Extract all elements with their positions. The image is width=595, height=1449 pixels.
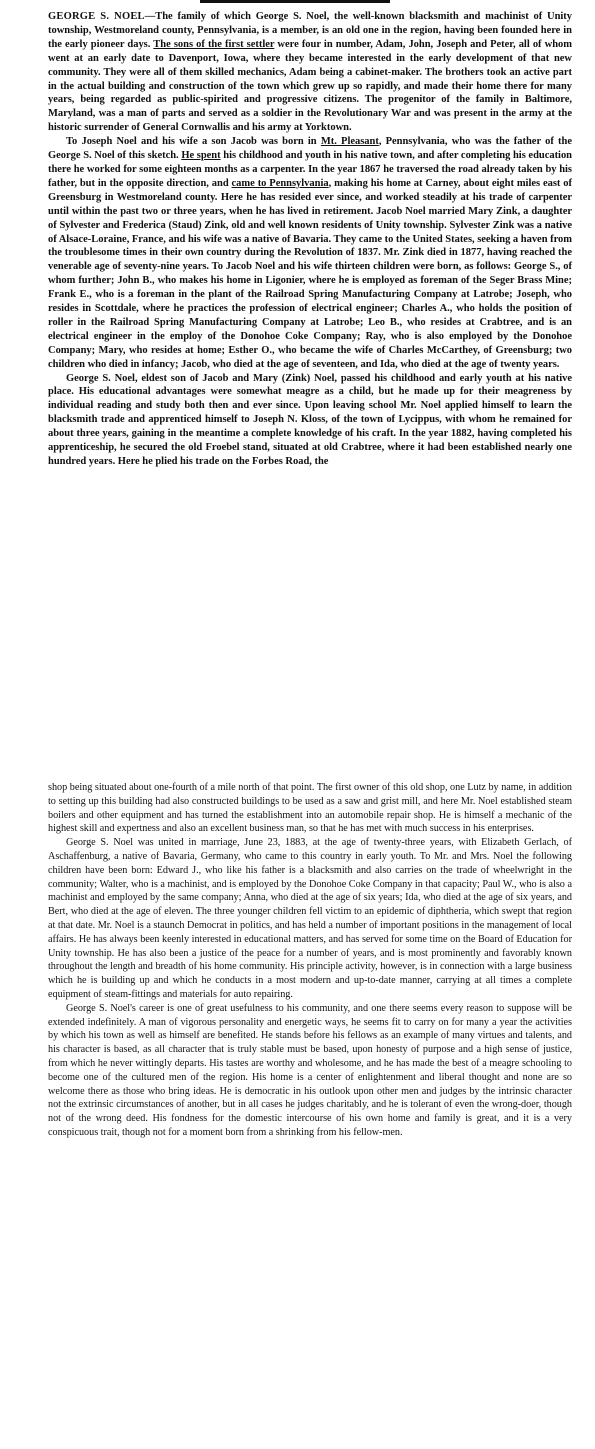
biography-lower-section	[48, 781, 572, 1140]
paragraph-character: George S. Noel's career is one of great usefulness to his community, and one there seems every reason to suppose will be extended indefinitely. A man of vigorous personality and energetic ways, he seems fit to carry on for many a year the activities by which his town as well as himself are benefited. He stands before his fellows as an example of many virtues and talents, and his character is based, as all character that is truly stable must be based, upon honesty of purpose and a high sense of justice, from which he never wittingly departs. His tastes are worthy and wholesome, and he has made the best of a meagre schooling to become one of the cultured men of the region. His home is a center of enlightenment and liberal thought and none are so welcome there as those who bring ideas. He is democratic in his outlook upon other men and judges by the intrinsic character not the extrinsic circumstances of another, but in all cases he judges charitably, and he is tolerant of even the wrong-doer, though not of the wrong deed. His fondness for the domestic intercourse of his own home and family is great, and it is a very conspicuous trait, though not for a moment born from a shrinking from his fellow-men.	[48, 1002, 572, 1138]
underlined-phrase: He spent	[181, 150, 221, 162]
underlined-phrase: came to Pennsylvania	[231, 177, 329, 189]
paragraph-jacob-noel: To Joseph Noel and his wife a son Jacob was born in Mt. Pleasant, Pennsylvania, who was the father of the George S. Noel of this sketch. He spent his childhood and youth in his native town, and after completing his education there he worked for some eighteen months as a carpenter. In the year 1867 he traversed the road already taken by his father, but in the opposite direction, and came to Pennsylvania, making his home at Carney, about eight miles east of Greensburg in Westmoreland county. Here he has resided ever since, and worked steadily at his trade of carpenter until within the past two or three years, when he has lived in retirement. Jacob Noel married Mary Zink, a daughter of Sylvester and Frederica (Staud) Zink, old and well known residents of Unity township. Sylvester Zink was a native of Alsace-Loraine, France, and his wife was a native of Bavaria. They came to the United States, seeking a haven from the troublesome times in their own country during the Revolution of 1837. Mr. Zink died in 1877, having reached the venerable age of seventy-nine years. To Jacob Noel and his wife thirteen children were born, as follows: George S., of whom further; John B., who makes his home in Ligonier, where he is employed as foreman of the Seger Brass Mine; Frank E., who is a foreman in the plant of the Railroad Spring Manufacturing Company at Latrobe; Joseph, who resides in Scottdale, where he practices the profession of electrical engineer; Charles A., who holds the position of roller in the Railroad Spring Manufacturing Company at Latrobe; Leo B., who resides at Crabtree, and is an electrical engineer in the employ of the Donohoe Coke Company; Ray, who is also employed by the Donohoe Company; Mary, who resides at home; Esther O., who became the wife of Charles McCarthey, of Greensburg; two children who died in infancy; Jacob, who died at the age of seventeen, and Ida, who died at the age of twenty years.	[48, 136, 572, 370]
underlined-phrase: Mt. Pleasant	[320, 136, 379, 148]
biography-upper-section	[48, 10, 572, 469]
paragraph-marriage: George S. Noel was united in marriage, June 23, 1883, at the age of twenty-three years, with Elizabeth Gerlach, of Aschaffenburg, a native of Bavaria, Germany, who came to this country in early youth. To Mr. and Mrs. Noel the following children have been born: Edward J., who like his father is a blacksmith and also carries on the trade of wheelwright in the community; Walter, who is a machinist, and is employed by the Donohoe Coke Company in that capacity; Paul W., who is also a machinist and employed by the same company; Anna, who died at the age of six years; Ida, who died at the age of six years, and Bert, who died at the age of eleven. The three younger children fell victim to an epidemic of diphtheria, which swept that region at that date. Mr. Noel is a staunch Democrat in politics, and has held a number of important positions in the management of local affairs. He has always been keenly interested in educational matters, and has served for some time on the Board of Education for Unity township. He has also been a justice of the peace for a number of years, and is most prominently and favorably known throughout the length and breadth of his home community. His principle activity, however, is in connection with a large business which he is building up and which he conducts in a most modern and up-to-date manner, carrying at all times a complete equipment of steam-fittings and materials for auto repairing.	[48, 837, 572, 1000]
paragraph-shop: shop being situated about one-fourth of a mile north of that point. The first owner of this old shop, one Lutz by name, in addition to setting up this building had also constructed buildings to be used as a saw and grist mill, and here Mr. Noel established steam boilers and other equipment and has turned the establishment into an automobile repair shop. He is himself a mechanic of the highest skill and expertness and also an excellent business man, so that he has met with much success in his enterprises.	[48, 782, 572, 835]
top-rule	[200, 0, 390, 3]
biography-heading-name: GEORGE S. NOEL	[48, 11, 145, 22]
underlined-phrase: The sons of the first settler	[153, 38, 275, 50]
paragraph-intro: GEORGE S. NOEL—The family of which George S. Noel, the well-known blacksmith and machinist of Unity township, Westmoreland county, Pennsylvania, is a member, is an old one in the region, having been founded here in the early pioneer days. The sons of the first settler were four in number, Adam, John, Joseph and Peter, all of whom went at an early date to Davenport, Iowa, where they became interested in the early development of that new community. They were all of them skilled mechanics, Adam being a cabinet-maker. The brothers took an active part in the actual building and construction of the town which grew up so rapidly, and made their home there for many years, being regarded as public-spirited and progressive citizens. The progenitor of the family in Baltimore, Maryland, was a man of parts and served as a soldier in the Revolutionary War and was present in the army at the historic surrender of General Cornwallis and his army at Yorktown.	[48, 11, 572, 134]
paragraph-george-early-life: George S. Noel, eldest son of Jacob and Mary (Zink) Noel, passed his childhood and early youth at his native place. His educational advantages were somewhat meagre as a child, but he made up for their meagreness by individual reading and study both then and ever since. Upon leaving school Mr. Noel applied himself to learn the blacksmith trade and apprenticed himself to Joseph N. Kloss, of the town of Lycippus, with whom he remained for about three years, gaining in the meantime a complete knowledge of his craft. In the year 1882, having completed his apprenticeship, he secured the old Froebel stand, situated at old Crabtree, where it had been established nearly one hundred years. Here he plied his trade on the Forbes Road, the	[48, 372, 572, 467]
